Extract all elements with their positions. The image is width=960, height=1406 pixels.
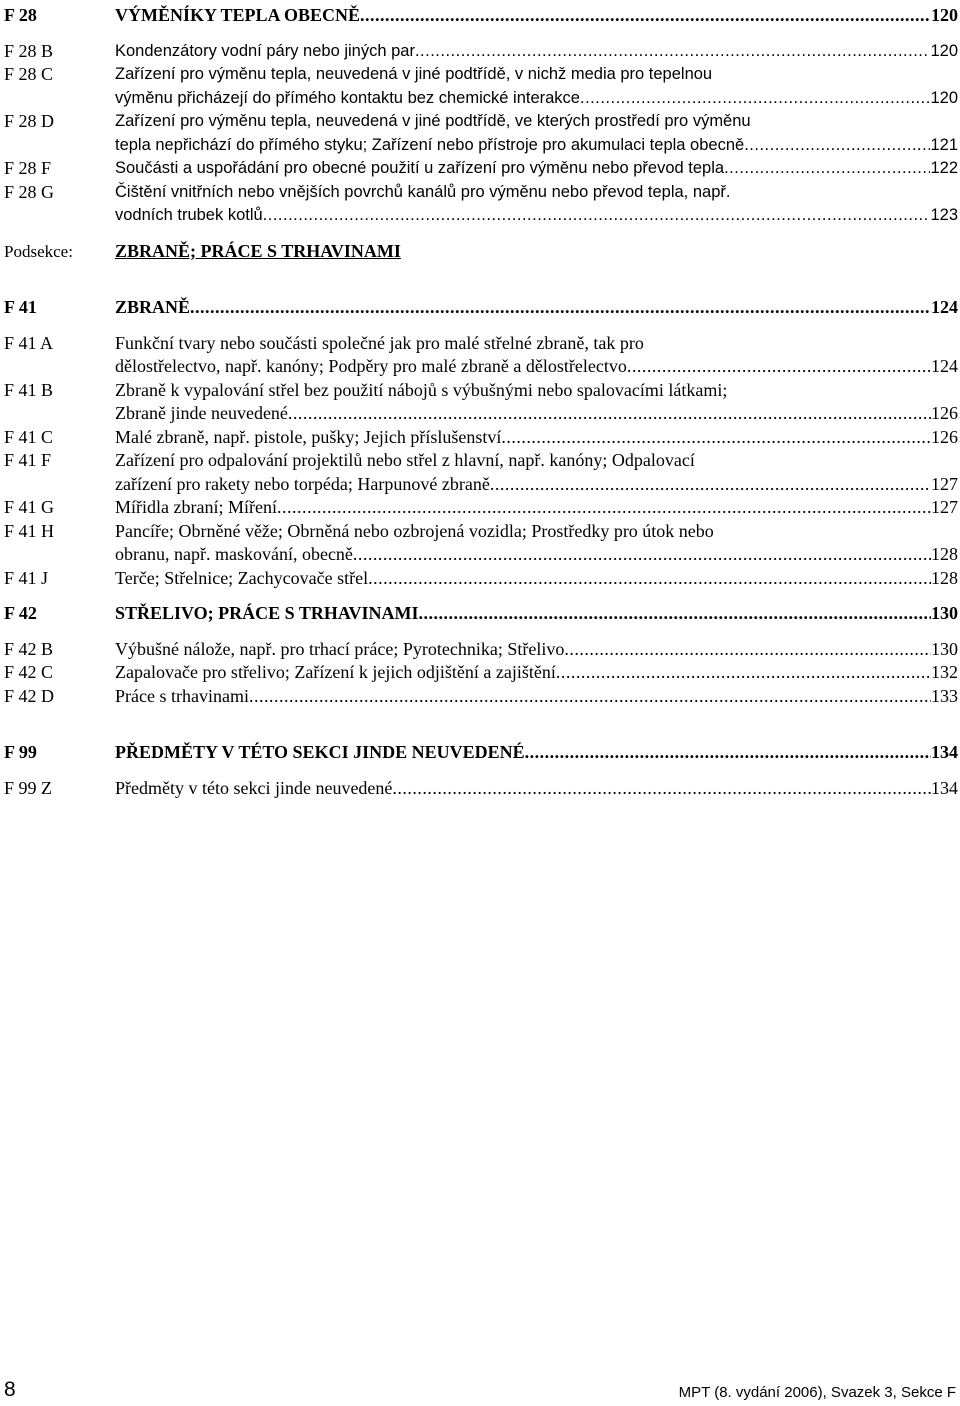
entry-code: F 28 B xyxy=(4,40,54,61)
toc-entry-f42d xyxy=(4,685,958,709)
entry-page: 120 xyxy=(930,41,958,60)
entry-title: Práce s trhavinami xyxy=(115,685,249,706)
toc-entry-f28g xyxy=(4,181,958,228)
entry-page: 120 xyxy=(931,5,958,25)
entry-title-line: zařízení pro rakety nebo torpéda; Harpunové zbraně xyxy=(115,473,490,494)
entry-page: 127 xyxy=(931,473,958,494)
entry-title: PŘEDMĚTY V TÉTO SEKCI JINDE NEUVEDENÉ xyxy=(115,742,525,762)
toc-entry-f99z xyxy=(4,777,958,801)
entry-title: Kondenzátory vodní páry nebo jiných par xyxy=(115,41,415,60)
entry-title-line: dělostřelectvo, např. kanóny; Podpěry pro malé zbraně a dělostřelectvo xyxy=(115,356,627,376)
entry-title-line: vodních trubek kotlů xyxy=(115,206,263,224)
toc-entry-f41a xyxy=(4,332,958,379)
entry-page: 124 xyxy=(931,356,958,376)
entry-page: 128 xyxy=(931,544,958,564)
entry-code: F 28 xyxy=(4,5,37,25)
entry-code: F 41 A xyxy=(4,332,54,353)
entry-title-line: tepla nepřichází do přímého styku; Zařízení nebo přístroje pro akumulaci tepla obecně xyxy=(115,135,745,154)
entry-title-line: výměnu přicházejí do přímého kontaktu bez chemické interakce xyxy=(115,88,580,107)
entry-code: F 28 D xyxy=(4,111,55,131)
toc-entry-f41j xyxy=(4,567,958,591)
entry-code: F 41 F xyxy=(4,450,52,470)
toc-entry-f42b xyxy=(4,638,958,662)
entry-page: 132 xyxy=(931,662,958,682)
entry-code: F 41 J xyxy=(4,567,49,588)
table-of-contents xyxy=(4,0,958,800)
entry-title-line: Zbraně k vypalování střel bez použití nábojů s výbušnými nebo spalovacími látkami; xyxy=(115,379,728,400)
entry-title: VÝMĚNÍKY TEPLA OBECNĚ xyxy=(115,5,361,25)
entry-code: F 41 G xyxy=(4,497,55,517)
entry-title-line: obranu, např. maskování, obecně xyxy=(115,544,353,564)
entry-title-line: Funkční tvary nebo součásti společné jak pro malé střelné zbraně, tak pro xyxy=(115,332,644,353)
publication-info: MPT (8. vydání 2006), Svazek 3, Sekce F xyxy=(678,1384,956,1401)
subsection-heading xyxy=(4,240,958,264)
toc-entry-f42 xyxy=(4,602,958,626)
entry-code: F 28 F xyxy=(4,158,52,178)
entry-page: 123 xyxy=(930,206,958,224)
page-number: 8 xyxy=(4,1378,16,1401)
entry-title-line: Zbraně jinde neuvedené xyxy=(115,403,288,423)
toc-entry-f28c xyxy=(4,63,958,110)
entry-title: Součásti a uspořádání pro obecné použití u zařízení pro výměnu nebo převod tepla xyxy=(115,159,725,177)
entry-title: Výbušné nálože, např. pro trhací práce; Pyrotechnika; Střelivo xyxy=(115,638,565,659)
toc-entry-f41 xyxy=(4,296,958,320)
entry-title: Malé zbraně, např. pistole, pušky; Jejich příslušenství xyxy=(115,426,502,447)
subsection-title: ZBRANĚ; PRÁCE S TRHAVINAMI xyxy=(115,240,401,261)
entry-page: 133 xyxy=(931,685,958,706)
entry-page: 130 xyxy=(931,638,958,659)
entry-code: F 99 Z xyxy=(4,777,53,798)
entry-code: F 42 B xyxy=(4,638,54,659)
entry-code: F 42 xyxy=(4,603,37,623)
entry-code: F 42 D xyxy=(4,685,55,706)
entry-code: F 41 B xyxy=(4,379,54,400)
entry-code: F 41 H xyxy=(4,520,55,541)
toc-entry-f28d xyxy=(4,110,958,157)
entry-title: ZBRANĚ xyxy=(115,297,191,317)
entry-title: Předměty v této sekci jinde neuvedené xyxy=(115,777,393,798)
entry-title-line: Zařízení pro výměnu tepla, neuvedená v jiné podtřídě, v nichž media pro tepelnou xyxy=(115,65,713,83)
toc-entry-f28f xyxy=(4,157,958,181)
entry-page: 134 xyxy=(931,777,958,798)
subsection-label: Podsekce: xyxy=(4,241,73,261)
entry-code: F 41 C xyxy=(4,426,54,447)
toc-entry-f28b xyxy=(4,40,958,64)
entry-title-line: Zařízení pro odpalování projektilů nebo střel z hlavní, např. kanóny; Odpalovací xyxy=(115,450,695,470)
entry-title: Zapalovače pro střelivo; Zařízení k jejich odjištění a zajištění xyxy=(115,662,556,682)
toc-entry-f41c xyxy=(4,426,958,450)
entry-title-line: Čištění vnitřních nebo vnějších povrchů kanálů pro výměnu nebo převod tepla, např. xyxy=(115,182,731,201)
entry-title: Mířidla zbraní; Míření xyxy=(115,497,277,517)
entry-page: 121 xyxy=(930,135,958,154)
entry-title-line: Zařízení pro výměnu tepla, neuvedená v jiné podtřídě, ve kterých prostředí pro výměnu xyxy=(115,112,751,130)
entry-code: F 99 xyxy=(4,742,37,762)
toc-entry-f41h xyxy=(4,520,958,567)
entry-page: 130 xyxy=(931,603,958,623)
entry-code: F 28 C xyxy=(4,64,54,84)
toc-entry-f41f xyxy=(4,449,958,496)
entry-page: 127 xyxy=(931,497,958,517)
toc-entry-f41b xyxy=(4,379,958,426)
entry-code: F 42 C xyxy=(4,662,54,682)
entry-page: 128 xyxy=(931,567,958,588)
entry-title-line: Pancíře; Obrněné věže; Obrněná nebo ozbrojená vozidla; Prostředky pro útok nebo xyxy=(115,520,714,541)
entry-title: Terče; Střelnice; Zachycovače střel xyxy=(115,567,369,588)
entry-code: F 28 G xyxy=(4,181,55,202)
toc-entry-f42c xyxy=(4,661,958,685)
toc-entry-f99 xyxy=(4,741,958,765)
entry-page: 124 xyxy=(931,297,958,317)
entry-code: F 41 xyxy=(4,297,37,317)
toc-entry-f28 xyxy=(4,4,958,28)
entry-page: 126 xyxy=(931,403,958,423)
entry-title: STŘELIVO; PRÁCE S TRHAVINAMI xyxy=(115,603,419,623)
toc-entry-f41g xyxy=(4,496,958,520)
entry-page: 122 xyxy=(930,159,958,177)
entry-page: 120 xyxy=(930,88,958,107)
entry-page: 134 xyxy=(931,742,958,762)
entry-page: 126 xyxy=(931,426,958,447)
